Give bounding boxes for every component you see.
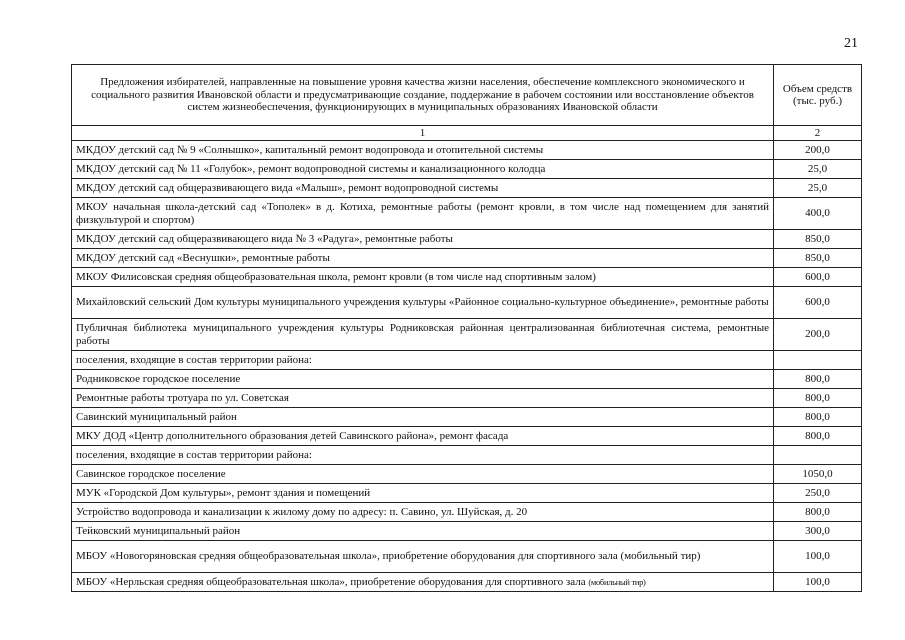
table-row — [72, 287, 862, 319]
row-amount: 100,0 — [774, 541, 862, 573]
table-row-section-note — [72, 351, 862, 370]
row-text: МКОУ начальная школа-детский сад «Тополек» в д. Котиха, ремонтные работы (ремонт кровли, в том числе над помещением для занятий физкультурой и спортом) — [72, 198, 774, 230]
row-amount: 800,0 — [774, 370, 862, 389]
table-row — [72, 503, 862, 522]
header-amount: Объем средств (тыс. руб.) — [774, 65, 862, 126]
row-text: поселения, входящие в состав территории района: — [72, 351, 774, 370]
row-text: Савинский муниципальный район — [72, 408, 774, 427]
row-amount: 200,0 — [774, 141, 862, 160]
row-text: Михайловский сельский Дом культуры муниципального учреждения культуры «Районное социально-культурное объединение», ремонтные работы — [72, 287, 774, 319]
row-text: МКДОУ детский сад общеразвивающего вида «Малыш», ремонт водопроводной системы — [72, 179, 774, 198]
column-index-row — [72, 126, 862, 141]
column-index-1: 1 — [72, 126, 774, 141]
row-amount: 100,0 — [774, 573, 862, 592]
row-amount: 200,0 — [774, 319, 862, 351]
row-amount: 250,0 — [774, 484, 862, 503]
proposals-table — [71, 64, 862, 592]
table-row — [72, 141, 862, 160]
row-amount: 25,0 — [774, 160, 862, 179]
row-amount: 850,0 — [774, 230, 862, 249]
row-amount: 600,0 — [774, 268, 862, 287]
row-text: МКДОУ детский сад № 9 «Солнышко», капитальный ремонт водопровода и отопительной системы — [72, 141, 774, 160]
row-text: Родниковское городское поселение — [72, 370, 774, 389]
row-text: Устройство водопровода и канализации к жилому дому по адресу: п. Савино, ул. Шуйская, д. 20 — [72, 503, 774, 522]
row-amount: 1050,0 — [774, 465, 862, 484]
header-proposals: Предложения избирателей, направленные на повышение уровня качества жизни населения, обеспечение комплексного экономического и социального развития Ивановской области и предусматривающие создание, поддержание в рабочем состоянии или восстановление объектов систем жизнеобеспечения, функционирующих в муниципальных образованиях Ивановской области — [72, 65, 774, 126]
row-text: Ремонтные работы тротуара по ул. Советская — [72, 389, 774, 408]
table-row — [72, 319, 862, 351]
row-text: МКДОУ детский сад общеразвивающего вида № 3 «Радуга», ремонтные работы — [72, 230, 774, 249]
row-amount: 800,0 — [774, 503, 862, 522]
row-amount: 800,0 — [774, 427, 862, 446]
row-text: МКДОУ детский сад № 11 «Голубок», ремонт водопроводной системы и канализационного колодца — [72, 160, 774, 179]
table-row-subtotal — [72, 408, 862, 427]
table-row — [72, 389, 862, 408]
row-amount: 800,0 — [774, 389, 862, 408]
row-amount: 25,0 — [774, 179, 862, 198]
table-row — [72, 230, 862, 249]
table-header-row — [72, 65, 862, 126]
row-text: МКДОУ детский сад «Веснушки», ремонтные работы — [72, 249, 774, 268]
row-text: МУК «Городской Дом культуры», ремонт здания и помещений — [72, 484, 774, 503]
row-text: Тейковский муниципальный район — [72, 522, 774, 541]
page-number: 21 — [844, 36, 858, 51]
row-text — [72, 573, 774, 592]
table-row — [72, 541, 862, 573]
table-row — [72, 268, 862, 287]
table-row-subtotal — [72, 370, 862, 389]
row-text: Савинское городское поселение — [72, 465, 774, 484]
row-text: МБОУ «Новогоряновская средняя общеобразовательная школа», приобретение оборудования для спортивного зала (мобильный тир) — [72, 541, 774, 573]
row-amount: 600,0 — [774, 287, 862, 319]
table-row — [72, 484, 862, 503]
row-amount: 850,0 — [774, 249, 862, 268]
table-row — [72, 179, 862, 198]
table-row — [72, 160, 862, 179]
table-row — [72, 427, 862, 446]
row-text: МКУ ДОД «Центр дополнительного образования детей Савинского района», ремонт фасада — [72, 427, 774, 446]
column-index-2: 2 — [774, 126, 862, 141]
row-amount — [774, 351, 862, 370]
table-row — [72, 198, 862, 230]
row-text: Публичная библиотека муниципального учреждения культуры Родниковская районная централизованная библиотечная система, ремонтные работы — [72, 319, 774, 351]
row-amount: 400,0 — [774, 198, 862, 230]
table-row-subtotal — [72, 522, 862, 541]
table-row-section-note — [72, 446, 862, 465]
row-amount: 300,0 — [774, 522, 862, 541]
row-text-tail: (мобильный тир) — [588, 576, 646, 587]
table-row — [72, 573, 862, 592]
row-amount: 800,0 — [774, 408, 862, 427]
row-text-main: МБОУ «Нерльская средняя общеобразовательная школа», приобретение оборудования для спортивного зала — [76, 575, 589, 588]
table-row-subtotal — [72, 465, 862, 484]
row-text: МКОУ Филисовская средняя общеобразовательная школа, ремонт кровли (в том числе над спортивным залом) — [72, 268, 774, 287]
row-text: поселения, входящие в состав территории района: — [72, 446, 774, 465]
table-row — [72, 249, 862, 268]
row-amount — [774, 446, 862, 465]
